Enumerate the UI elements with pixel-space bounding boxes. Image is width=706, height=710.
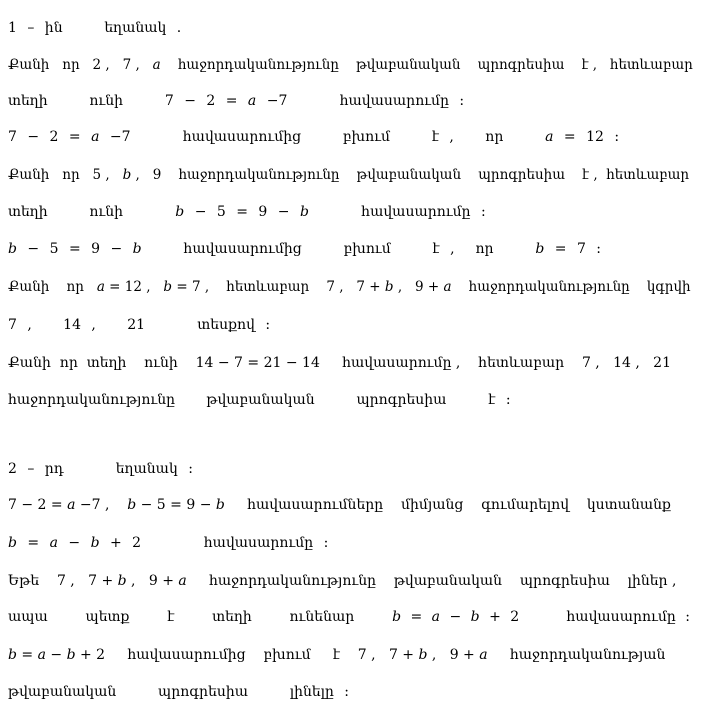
- text-line: 7 − 2 = 𝑎 −7 , 𝑏 − 5 = 9 − 𝑏 հավասարումները միմյանց գումարելով կստանանք: [8, 497, 671, 513]
- text-line: Եթե 7 , 7 + 𝑏 , 9 + 𝑎 հաջորդականությունը թվաբանական պրոգրեսիա լիներ ,: [8, 573, 677, 589]
- text-line: թվաբանական պրոգրեսիա լինելը :: [8, 684, 350, 700]
- text-line: 𝑏 − 5 = 9 − 𝑏 հավասարումից բխում է , որ 𝑏 = 7 :: [8, 241, 602, 257]
- method-1-heading: 1 – ին եղանակ .: [8, 20, 182, 36]
- text-line: Քանի որ 2 , 7 , 𝑎 հաջորդականությունը թվաբանական պրոգրեսիա է , հետևաբար: [8, 57, 693, 73]
- text-line: Քանի որ 𝑎 = 12 , 𝑏 = 7 , հետևաբար 7 , 7 + 𝑏 , 9 + 𝑎 հաջորդականությունը կգրվի: [8, 279, 691, 295]
- text-line: 𝑏 = 𝑎 − 𝑏 + 2 հավասարումից բխում է 7 , 7 + 𝑏 , 9 + 𝑎 հաջորդականության: [8, 647, 666, 663]
- method-2-heading: 2 – րդ եղանակ :: [8, 461, 193, 477]
- text-line: Քանի որ տեղի ունի 14 − 7 = 21 − 14 հավասարումը , հետևաբար 7 , 14 , 21: [8, 355, 671, 371]
- text-line: 7 − 2 = 𝑎 −7 հավասարումից բխում է , որ 𝑎 = 12 :: [8, 129, 620, 145]
- text-line: տեղի ունի 𝑏 − 5 = 9 − 𝑏 հավասարումը :: [8, 204, 486, 220]
- text-line: տեղի ունի 7 − 2 = 𝑎 −7 հավասարումը :: [8, 93, 465, 109]
- text-line: ապա պետք է տեղի ունենար 𝑏 = 𝑎 − 𝑏 + 2 հավասարումը :: [8, 609, 690, 625]
- text-line: 𝑏 = 𝑎 − 𝑏 + 2 հավասարումը :: [8, 535, 329, 551]
- text-line: հաջորդականությունը թվաբանական պրոգրեսիա է :: [8, 392, 511, 408]
- text-line: Քանի որ 5 , 𝑏 , 9 հաջորդականությունը թվաբանական պրոգրեսիա է , հետևաբար: [8, 167, 690, 183]
- text-line: 7 , 14 , 21 տեսքով :: [8, 317, 271, 333]
